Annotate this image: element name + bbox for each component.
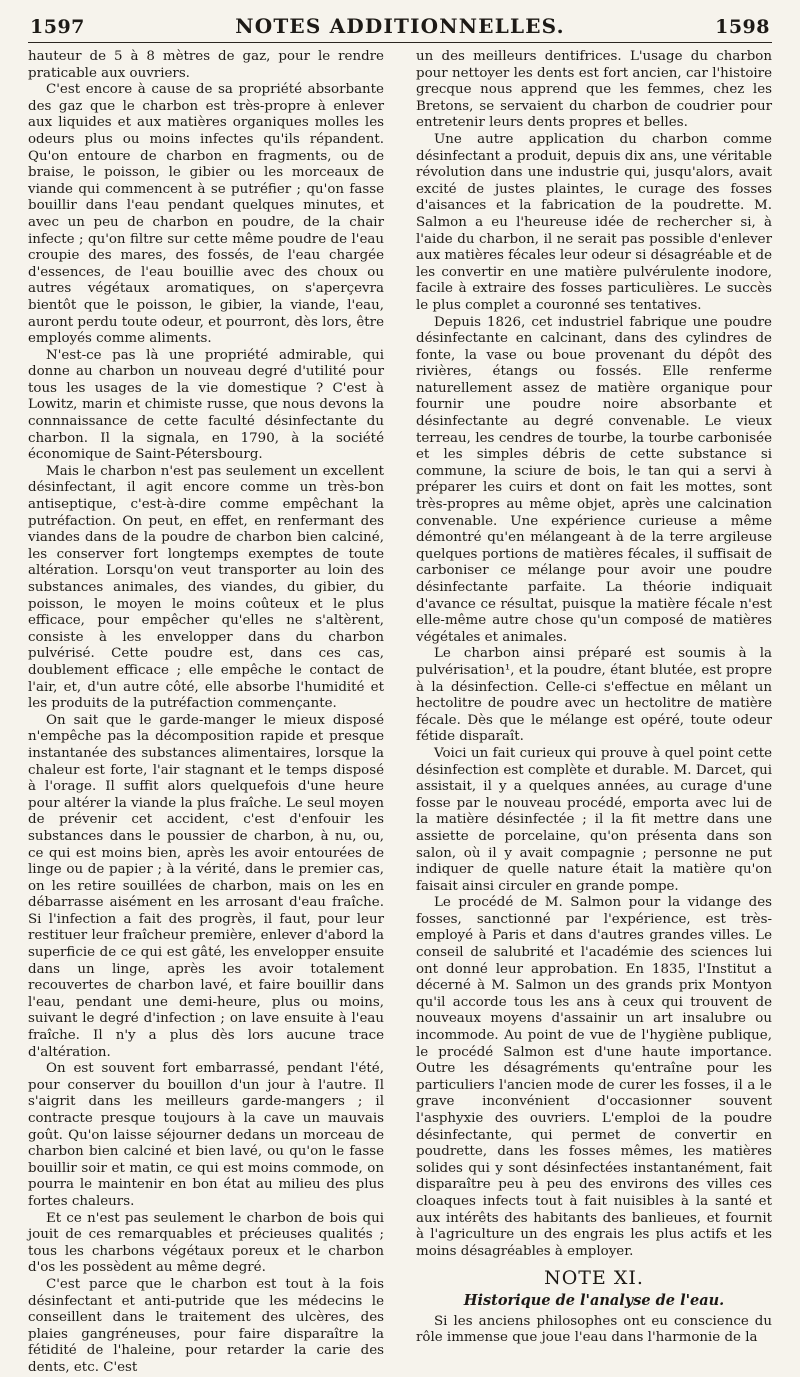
paragraph: On est souvent fort embarrassé, pendant l'été, pour conserver du bouillon d'un jour à l'autre. Il s'aigrit dans les meilleurs garde-mangers ; il contracte presque toujours à la cave un mauvais goût. Qu'on laisse séjourner dedans un morceau de charbon bien calciné et bien lavé, ou qu'on le fasse bouillir soir et matin, ce qui est moins commode, on pourra le maintenir en bon état au milieu des plus fortes chaleurs. [28, 1061, 384, 1209]
paragraph: Le procédé de M. Salmon pour la vidange des fosses, sanctionné par l'expérience, est très-employé à Paris et dans d'autres grandes villes. Le conseil de salubrité et l'académie des sciences lui ont donné leur approbation. En 1835, l'Institut a décerné à M. Salmon un des grands prix Montyon qu'il accorde tous les ans à ceux qui trouvent de nouveaux moyens d'assainir un art insalubre ou incommode. Au point de vue de l'hygiène publique, le procédé Salmon est d'une haute importance. Outre les désagréments qu'entraîne pour les particuliers l'ancien mode de curer les fosses, il a le grave inconvénient d'occasionner souvent l'asphyxie des ouvriers. L'emploi de la poudre désinfectante, qui permet de convertir en poudrette, dans les fosses mêmes, les matières solides qui y sont désinfectées instantanément, fait disparaître peu à peu des environs des villes ces cloaques infects tout à fait nuisibles à la santé et aux intérêts des habitants des banlieues, et fournit à l'agriculture un des engrais les plus actifs et les moins désagréables à employer. [416, 895, 772, 1259]
left-column [28, 49, 384, 1377]
paragraph: N'est-ce pas là une propriété admirable, qui donne au charbon un nouveau degré d'utilité pour tous les usages de la vie domestique ? C'est à Lowitz, marin et chimiste russe, que nous devons la connnaissance de cette faculté désinfectante du charbon. Il la signala, en 1790, à la société économique de Saint-Pétersbourg. [28, 347, 384, 463]
page-number-left: 1597 [30, 16, 85, 38]
paragraph: C'est encore à cause de sa propriété absorbante des gaz que le charbon est très-propre à enlever aux liquides et aux matières organiques molles les odeurs plus ou moins infectes qu'ils répandent. Qu'on entoure de charbon en fragments, ou de braise, le poisson, le gibier ou les morceaux de viande qui commencent à se putréfier ; qu'on fasse bouillir dans l'eau pendant quelques minutes, et avec un peu de charbon en poudre, de la chair infecte ; qu'on filtre sur cette même poudre de l'eau croupie des mares, des fossés, de l'eau chargée d'essences, de l'eau bouillie avec des choux ou autres végétaux aromatiques, on s'aperçevra bientôt que le poisson, le gibier, la viande, l'eau, auront perdu toute odeur, et pourront, dès lors, être employés comme aliments. [28, 82, 384, 347]
paragraph: un des meilleurs dentifrices. L'usage du charbon pour nettoyer les dents est fort ancien, car l'histoire grecque nous apprend que les femmes, chez les Bretons, se servaient du charbon de coudrier pour entretenir leurs dents propres et belles. [416, 49, 772, 131]
paragraph: C'est parce que le charbon est tout à la fois désinfectant et anti-putride que les médecins le conseillent dans le traitement des ulcères, des plaies gangréneuses, pour faire disparaître la fétidité de l'haleine, pour retarder la carie des dents, etc. C'est [28, 1276, 384, 1375]
right-column [416, 49, 772, 1377]
paragraph: Depuis 1826, cet industriel fabrique une poudre désinfectante en calcinant, dans des cylindres de fonte, la vase ou boue provenant du dépôt des rivières, étangs ou fossés. Elle renferme naturellement assez de matière organique pour fournir une poudre noire absorbante et désinfectante au degré convenable. Le vieux terreau, les cendres de tourbe, la tourbe carbonisée et les simples débris de cette substance si commune, la sciure de bois, le tan qui a servi à préparer les cuirs et dont on fait les mottes, sont très-propres au même objet, après une calcination convenable. Une expérience curieuse a même démontré qu'en mélangeant à de la terre argileuse quelques portions de matières fécales, il suffisait de carboniser ce mélange pour avoir une poudre désinfectante parfaite. La théorie indiquait d'avance ce résultat, puisque la matière fécale n'est elle-même autre chose qu'un composé de matières végétales et animales. [416, 314, 772, 645]
paragraph: Si les anciens philosophes ont eu conscience du rôle immense que joue l'eau dans l'harmonie de la [416, 1313, 772, 1346]
paragraph: Mais le charbon n'est pas seulement un excellent désinfectant, il agit encore comme un très-bon antiseptique, c'est-à-dire comme empêchant la putréfaction. On peut, en effet, en renfermant des viandes dans de la poudre de charbon bien calciné, les conserver fort longtemps exemptes de toute altération. Lorsqu'on veut transporter au loin des substances animales, des viandes, du gibier, du poisson, le moyen le moins coûteux et le plus efficace, pour empêcher qu'elles ne s'altèrent, consiste à les envelopper dans du charbon pulvérisé. Cette poudre est, dans ces cas, doublement efficace ; elle empêche le contact de l'air, et, d'un autre côté, elle absorbe l'humidité et les produits de la putréfaction commençante. [28, 463, 384, 712]
paragraph: hauteur de 5 à 8 mètres de gaz, pour le rendre praticable aux ouvriers. [28, 49, 384, 81]
paragraph: On sait que le garde-manger le mieux disposé n'empêche pas la décomposition rapide et presque instantanée des substances alimentaires, lorsque la chaleur est forte, l'air stagnant et le temps disposé à l'orage. Il suffit alors quelquefois d'une heure pour altérer la viande la plus fraîche. Le seul moyen de prévenir cet accident, c'est d'enfouir les substances dans le poussier de charbon, à nu, ou, ce qui est moins bien, après les avoir entourées de linge ou de papier ; à la vérité, dans le premier cas, on les retire souillées de charbon, mais on les en débarrasse aisément en les arrosant d'eau fraîche. Si l'infection a fait des progrès, il faut, pour leur restituer leur fraîcheur première, enlever d'abord la superficie de ce qui est gâté, les envelopper ensuite dans un linge, après les avoir totalement recouvertes de charbon lavé, et faire bouillir dans l'eau, pendant une demi-heure, plus ou moins, suivant le degré d'infection ; on lave ensuite à l'eau fraîche. Il n'y a plus dès lors aucune trace d'altération. [28, 712, 384, 1060]
page-number-right: 1598 [715, 16, 770, 38]
note-heading: NOTE XI. [544, 1267, 644, 1290]
paragraph: Une autre application du charbon comme désinfectant a produit, depuis dix ans, une véritable révolution dans une industrie qui, jusqu'alors, avait excité de justes plaintes, le curage des fosses d'aisances et la fabrication de la poudrette. M. Salmon a eu l'heureuse idée de rechercher si, à l'aide du charbon, il ne serait pas possible d'enlever aux matières fécales leur odeur si désagréable et de les convertir en une matière pulvérulente inodore, facile à extraire des fosses particulières. Le succès le plus complet a couronné ses tentatives. [416, 131, 772, 313]
paragraph: Le charbon ainsi préparé est soumis à la pulvérisation¹, et la poudre, étant blutée, est propre à la désinfection. Celle-ci s'effectue en mêlant un hectolitre de poudre avec un hectolitre de matière fécale. Dès que le mélange est opéré, toute odeur fétide disparaît. [416, 646, 772, 745]
running-title: NOTES ADDITIONNELLES. [235, 14, 565, 38]
running-header [28, 14, 772, 43]
two-column-body [28, 49, 772, 1377]
note-subheading: Historique de l'analyse de l'eau. [463, 1291, 725, 1309]
paragraph: Voici un fait curieux qui prouve à quel point cette désinfection est complète et durable. M. Darcet, qui assistait, il y a quelques années, au curage d'une fosse par le nouveau procédé, emporta avec lui de la matière désinfectée ; il la fit mettre dans une assiette de porcelaine, qu'on présenta dans son salon, où il y avait compagnie ; personne ne put indiquer de quelle nature était la matière qu'on faisait ainsi circuler en grande pompe. [416, 745, 772, 894]
paragraph: Et ce n'est pas seulement le charbon de bois qui jouit de ces remarquables et précieuses qualités ; tous les charbons végétaux poreux et le charbon d'os les possèdent au même degré. [28, 1210, 384, 1276]
